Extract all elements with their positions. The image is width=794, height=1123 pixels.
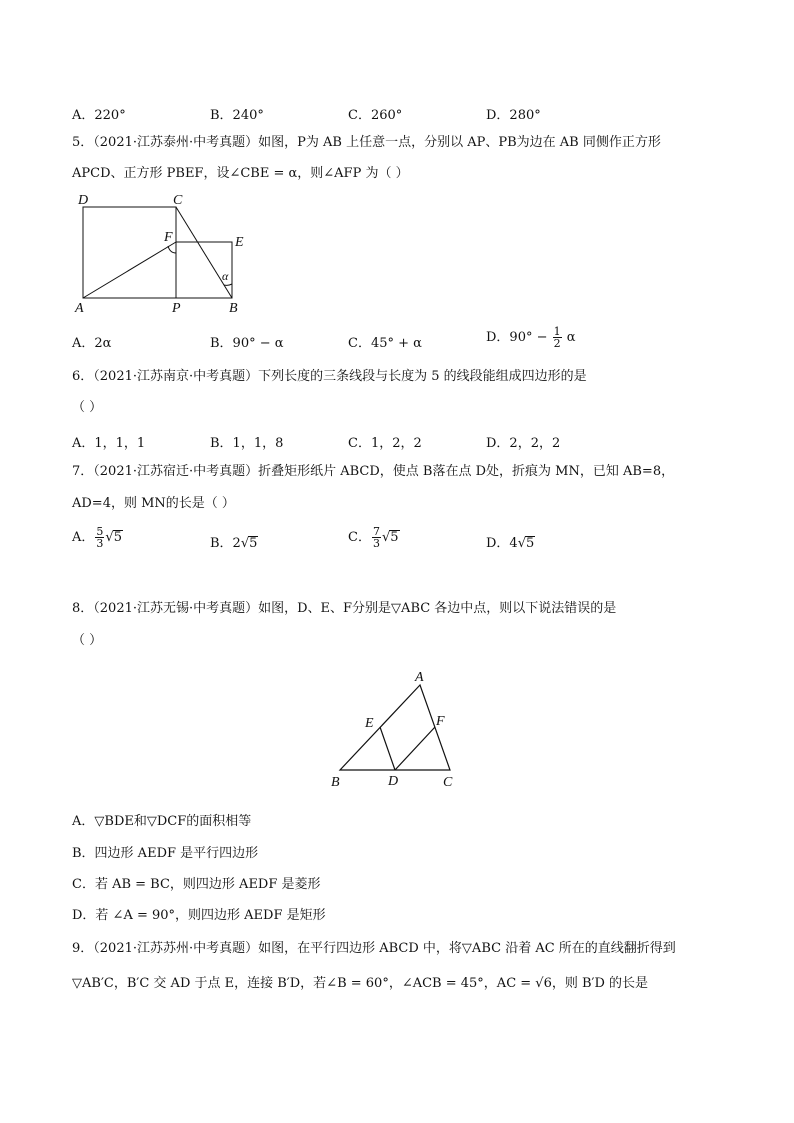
q7-option-d: D．4√5	[486, 536, 535, 551]
q5-option-d-tail: α	[566, 330, 576, 345]
q5-stem-line2: APCD、正方形 PBEF，设∠CBE = α，则∠AFP 为（ ）	[72, 166, 409, 181]
q8-label-e: E	[365, 716, 374, 731]
q6-option-b: B．1，1，8	[210, 436, 284, 451]
q8-stem-line2: （ ）	[72, 633, 103, 648]
q8-option-c: C．若 AB = BC，则四边形 AEDF 是菱形	[72, 877, 321, 892]
q4-option-b: B．240°	[210, 108, 264, 123]
q8-label-a: A	[415, 670, 424, 685]
q7-option-a: A． $\frac{5}{3}$ √5	[72, 525, 122, 550]
q5-option-a: A．2α	[72, 336, 112, 351]
angle-alpha-arc	[224, 284, 232, 285]
q8-label-f: F	[436, 714, 445, 729]
q4-option-c: C．260°	[348, 108, 403, 123]
q7-option-b: B．2√5	[210, 536, 258, 551]
q5-option-d-fraction: $\frac{1}{2}$	[553, 325, 561, 350]
segment-cb	[176, 207, 232, 298]
q5-label-alpha: α	[222, 269, 229, 283]
q5-label-d: D	[78, 193, 89, 208]
q4-option-d: D．280°	[486, 108, 541, 123]
q5-figure	[70, 190, 250, 315]
q5-option-d-text: D．90° −	[486, 330, 548, 345]
q6-option-a: A．1，1，1	[72, 436, 146, 451]
angle-afp-arc	[168, 246, 176, 253]
segment-ed	[380, 727, 395, 770]
square-apcd	[83, 207, 176, 298]
q8-label-d: D	[388, 774, 399, 789]
q5-label-e: E	[235, 235, 244, 250]
q7-stem-line1: 7．（2021·江苏宿迁·中考真题）折叠矩形纸片 ABCD，使点 B落在点 D处，折痕为 MN，已知 AB=8，	[72, 464, 675, 479]
q9-stem-line1: 9．（2021·江苏苏州·中考真题）如图，在平行四边形 ABCD 中，将▽ABC 沿着 AC 所在的直线翻折得到	[72, 941, 676, 956]
q5-stem-line1: 5．（2021·江苏泰州·中考真题）如图，P为 AB 上任意一点，分别以 AP、PB为边在 AB 同侧作正方形	[72, 135, 661, 150]
q6-stem-line1: 6．（2021·江苏南京·中考真题）下列长度的三条线段与长度为 5 的线段能组成四边形的是	[72, 369, 587, 384]
segment-af	[83, 242, 176, 298]
q5-label-a: A	[75, 301, 84, 315]
q6-stem-line2: （ ）	[72, 400, 103, 415]
q7-option-c: C． $\frac{7}{3}$ √5	[348, 525, 399, 550]
q5-label-c: C	[173, 193, 183, 208]
q5-option-c: C．45° + α	[348, 336, 422, 351]
q8-figure	[325, 665, 465, 790]
q5-label-f: F	[164, 230, 173, 245]
q5-option-d	[486, 326, 576, 349]
q9-stem-line2: ▽AB′C，B′C 交 AD 于点 E，连接 B′D，若∠B = 60°，∠ACB = 45°，AC = √6，则 B′D 的长是	[72, 976, 649, 991]
q6-option-d: D．2，2，2	[486, 436, 561, 451]
segment-df	[395, 727, 435, 770]
q5-option-b: B．90° − α	[210, 336, 284, 351]
q8-option-a: A．▽BDE和▽DCF的面积相等	[72, 814, 252, 829]
q6-option-c: C．1，2，2	[348, 436, 422, 451]
q8-label-c: C	[443, 775, 453, 790]
q8-label-b: B	[331, 775, 340, 790]
q4-option-a: A．220°	[72, 108, 126, 123]
q5-label-p: P	[172, 301, 181, 315]
q8-option-b: B．四边形 AEDF 是平行四边形	[72, 846, 259, 861]
q5-label-b: B	[229, 301, 238, 315]
q7-stem-line2: AD=4，则 MN的长是（ ）	[72, 496, 235, 511]
q8-option-d: D．若 ∠A = 90°，则四边形 AEDF 是矩形	[72, 908, 326, 923]
q8-stem-line1: 8．（2021·江苏无锡·中考真题）如图，D、E、F分别是▽ABC 各边中点，则以下说法错误的是	[72, 601, 617, 616]
triangle-abc	[340, 685, 450, 770]
